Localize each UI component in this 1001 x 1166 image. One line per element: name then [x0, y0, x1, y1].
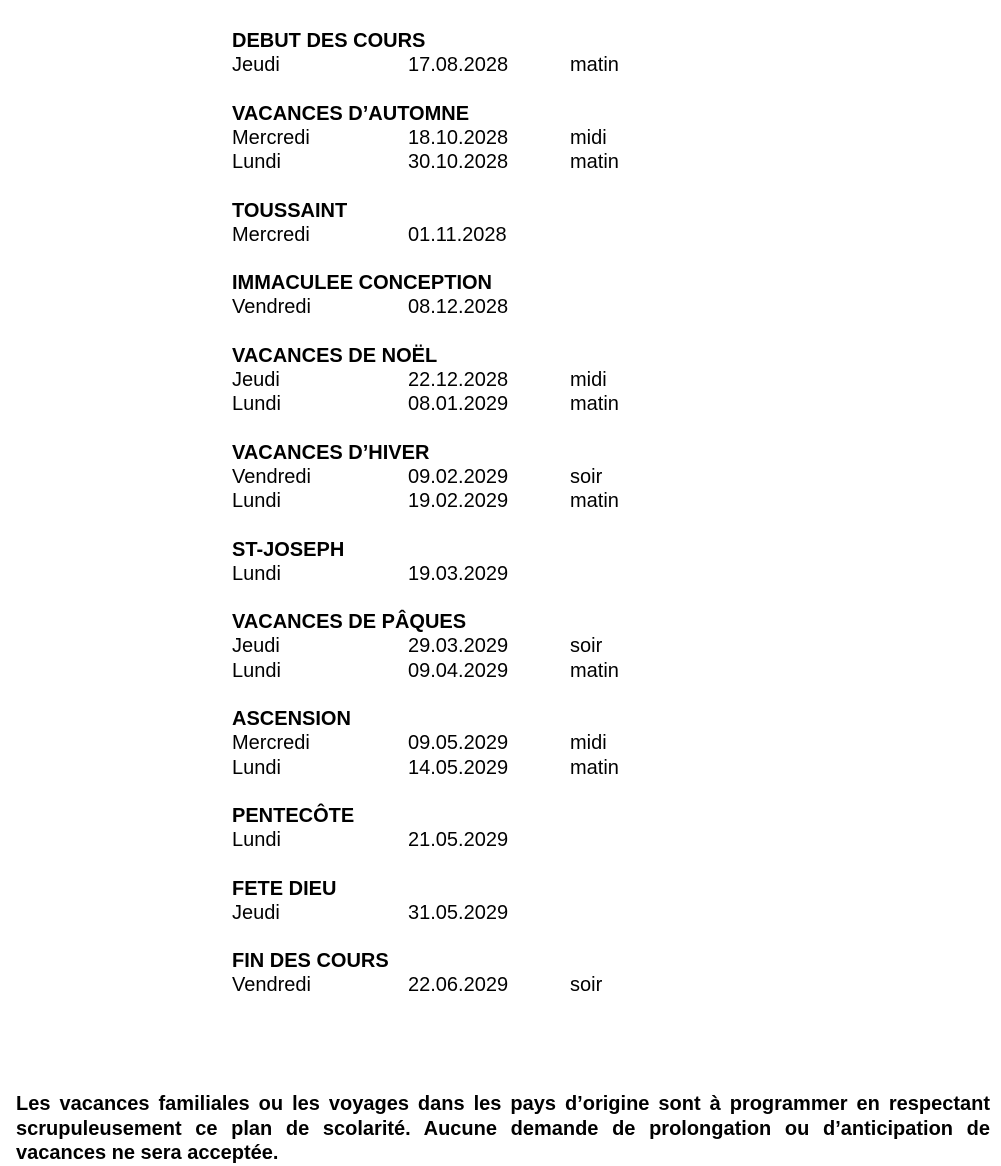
date-value: 18.10.2028	[408, 126, 509, 149]
time-of-day: midi	[570, 126, 607, 149]
date-row	[232, 368, 832, 393]
date-row	[232, 223, 832, 248]
time-of-day: matin	[570, 151, 619, 173]
calendar-section	[232, 441, 832, 514]
weekday: Lundi	[232, 490, 281, 512]
school-calendar	[232, 29, 832, 1022]
section-title: VACANCES D’AUTOMNE	[232, 102, 470, 125]
weekday: Vendredi	[232, 296, 311, 318]
vacation-policy-note: Les vacances familiales ou les voyages dans les pays d’origine sont à programmer en respectant scrupuleusement ce plan de scolarité. Aucune demande de prolongation ou d’anticipation de vacances ne sera acceptée.	[16, 1093, 990, 1164]
date-value: 22.06.2029	[408, 974, 509, 996]
time-of-day: soir	[570, 974, 603, 996]
date-value: 09.05.2029	[408, 732, 509, 754]
calendar-section	[232, 102, 832, 175]
weekday: Jeudi	[232, 54, 280, 76]
date-value: 19.03.2029	[408, 562, 509, 585]
date-value: 21.05.2029	[408, 829, 509, 851]
section-title: FETE DIEU	[232, 877, 337, 900]
date-value: 22.12.2028	[408, 368, 509, 391]
weekday: Vendredi	[232, 465, 311, 488]
calendar-section	[232, 707, 832, 780]
time-of-day: matin	[570, 490, 619, 512]
calendar-section	[232, 804, 832, 853]
calendar-section	[232, 271, 832, 320]
time-of-day: matin	[570, 54, 619, 76]
date-row	[232, 562, 832, 587]
date-value: 29.03.2029	[408, 635, 509, 657]
date-row	[232, 295, 832, 320]
date-row	[232, 150, 832, 175]
time-of-day: matin	[570, 393, 619, 415]
weekday: Lundi	[232, 659, 281, 682]
weekday: Jeudi	[232, 901, 280, 924]
weekday: Jeudi	[232, 635, 280, 657]
date-row	[232, 756, 832, 781]
date-row	[232, 901, 832, 926]
calendar-section	[232, 199, 832, 248]
date-value: 08.01.2029	[408, 393, 509, 415]
date-row	[232, 731, 832, 756]
date-row	[232, 126, 832, 151]
date-row	[232, 973, 832, 998]
date-row	[232, 53, 832, 78]
weekday: Lundi	[232, 829, 281, 851]
calendar-section	[232, 538, 832, 587]
section-title: VACANCES DE PÂQUES	[232, 611, 467, 633]
weekday: Lundi	[232, 562, 281, 585]
calendar-section	[232, 344, 832, 417]
section-title: VACANCES D’HIVER	[232, 441, 430, 464]
time-of-day: soir	[570, 635, 603, 657]
date-row	[232, 634, 832, 659]
date-row	[232, 489, 832, 514]
weekday: Jeudi	[232, 368, 280, 391]
calendar-section	[232, 610, 832, 683]
section-title: ST-JOSEPH	[232, 538, 345, 561]
calendar-section	[232, 29, 832, 78]
time-of-day: matin	[570, 756, 619, 779]
date-value: 30.10.2028	[408, 151, 509, 173]
time-of-day: soir	[570, 465, 603, 488]
date-value: 09.02.2029	[408, 465, 509, 488]
weekday: Lundi	[232, 393, 281, 415]
section-title: VACANCES DE NOËL	[232, 344, 438, 367]
weekday: Mercredi	[232, 732, 310, 754]
date-value: 08.12.2028	[408, 296, 509, 318]
date-value: 17.08.2028	[408, 54, 509, 76]
section-title: FIN DES COURS	[232, 950, 389, 972]
date-value: 14.05.2029	[408, 756, 509, 779]
date-row	[232, 465, 832, 490]
date-row	[232, 659, 832, 684]
date-row	[232, 828, 832, 853]
date-value: 01.11.2028	[408, 223, 507, 246]
section-title: ASCENSION	[232, 708, 351, 730]
date-row	[232, 392, 832, 417]
weekday: Mercredi	[232, 223, 310, 246]
time-of-day: matin	[570, 659, 619, 682]
date-value: 09.04.2029	[408, 659, 509, 682]
weekday: Vendredi	[232, 974, 311, 996]
date-value: 31.05.2029	[408, 901, 509, 924]
weekday: Mercredi	[232, 126, 310, 149]
weekday: Lundi	[232, 756, 281, 779]
section-title: DEBUT DES COURS	[232, 30, 426, 52]
calendar-section	[232, 949, 832, 998]
section-title: TOUSSAINT	[232, 199, 348, 222]
date-value: 19.02.2029	[408, 490, 509, 512]
time-of-day: midi	[570, 368, 607, 391]
section-title: IMMACULEE CONCEPTION	[232, 272, 492, 294]
section-title: PENTECÔTE	[232, 805, 355, 827]
time-of-day: midi	[570, 732, 607, 754]
calendar-section	[232, 877, 832, 926]
weekday: Lundi	[232, 151, 281, 173]
